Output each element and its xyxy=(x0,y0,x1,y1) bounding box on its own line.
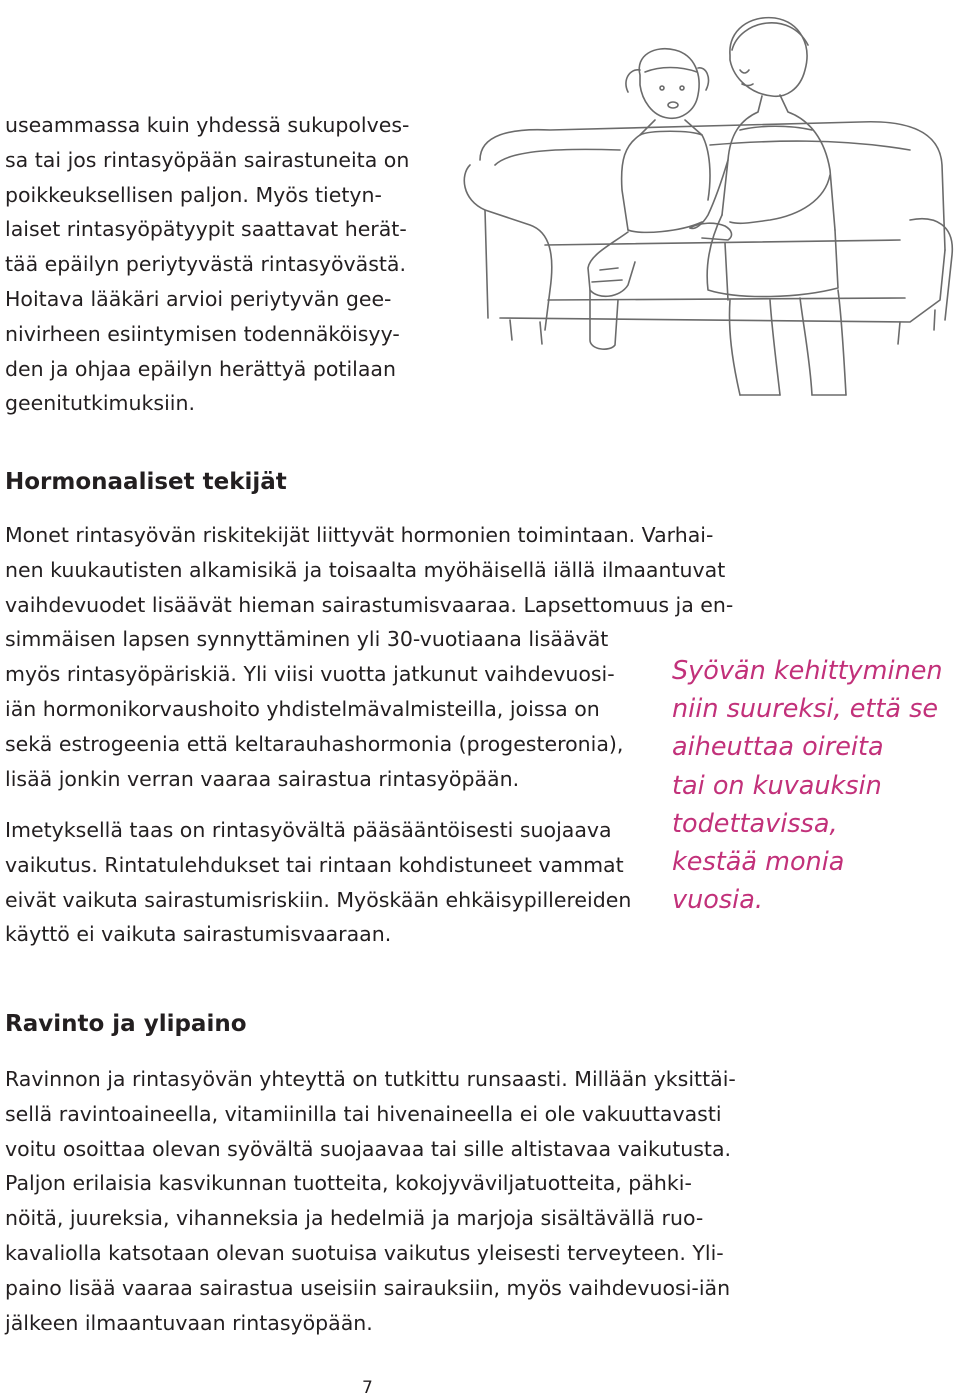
text-line: voitu osoittaa olevan syövältä suojaavaa tai sille altistavaa vaikutusta. xyxy=(5,1136,732,1161)
text-line: useammassa kuin yhdessä sukupolves- xyxy=(5,113,410,137)
text-line: tää epäilyn periytyvästä rintasyövästä. xyxy=(5,252,407,277)
text-line: vaikutus. Rintatulehdukset tai rintaan kohdistuneet vammat xyxy=(5,852,624,877)
intro-paragraph xyxy=(5,108,410,421)
hormonal-factors-paragraph-1 xyxy=(5,518,733,796)
text-line: nivirheen esiintymisen todennäköisyy- xyxy=(5,321,400,346)
text-line: lisää jonkin verran vaaraa sairastua rintasyöpään. xyxy=(5,766,520,791)
section-heading-nutrition-overweight: Ravinto ja ylipaino xyxy=(5,1011,247,1037)
text-line: myös rintasyöpäriskiä. Yli viisi vuotta jatkunut vaihdevuosi- xyxy=(5,662,615,687)
text-line: eivät vaikuta sairastumisriskiin. Myöskään ehkäisypillereiden xyxy=(5,887,632,912)
pull-quote-line: tai on kuvauksin xyxy=(672,770,882,801)
text-line: nöitä, juureksia, vihanneksia ja hedelmiä ja marjoja sisältävällä ruo- xyxy=(5,1206,704,1231)
text-line: sekä estrogeenia että keltarauhashormonia (progesteronia), xyxy=(5,731,624,756)
section-heading-hormonal-factors: Hormonaaliset tekijät xyxy=(5,469,287,495)
pull-quote xyxy=(672,652,952,919)
page-number: 7 xyxy=(362,1378,373,1398)
pull-quote-line: todettavissa, xyxy=(672,808,838,839)
text-line: käyttö ei vaikuta sairastumisvaaraan. xyxy=(5,922,392,947)
text-line: den ja ohjaa epäilyn herättyä potilaan xyxy=(5,356,396,381)
nutrition-paragraph xyxy=(5,1062,736,1340)
text-line: sa tai jos rintasyöpään sairastuneita on xyxy=(5,147,410,172)
pull-quote-line: aiheuttaa oireita xyxy=(672,732,884,763)
pull-quote-line: kestää monia xyxy=(672,847,845,878)
text-line: nen kuukautisten alkamisikä ja toisaalta myöhäisellä iällä ilmaantuvat xyxy=(5,557,726,582)
text-line: paino lisää vaaraa sairastua useisiin sairauksiin, myös vaihdevuosi-iän xyxy=(5,1275,731,1300)
pull-quote-line: Syövän kehittyminen xyxy=(672,656,943,686)
text-line: jälkeen ilmaantuvaan rintasyöpään. xyxy=(5,1310,373,1335)
text-line: Hoitava lääkäri arvioi periytyvän gee- xyxy=(5,286,392,311)
pull-quote-line: vuosia. xyxy=(672,885,763,916)
text-line: vaihdevuodet lisäävät hieman sairastumisvaaraa. Lapsettomuus ja en- xyxy=(5,592,734,617)
hormonal-factors-paragraph-2 xyxy=(5,813,631,952)
text-line: Paljon erilaisia kasvikunnan tuotteita, kokojyväviljatuotteita, pähki- xyxy=(5,1171,692,1196)
sofa-illustration xyxy=(440,0,960,410)
text-line: kavaliolla katsotaan olevan suotuisa vaikutus yleisesti terveyteen. Yli- xyxy=(5,1240,724,1265)
text-line: iän hormonikorvaushoito yhdistelmävalmisteilla, joissa on xyxy=(5,696,600,721)
text-line: Ravinnon ja rintasyövän yhteyttä on tutkittu runsaasti. Millään yksittäi- xyxy=(5,1067,736,1091)
text-line: geenitutkimuksiin. xyxy=(5,391,195,416)
text-line: laiset rintasyöpätyypit saattavat herät- xyxy=(5,217,407,242)
pull-quote-line: niin suureksi, että se xyxy=(672,694,939,725)
text-line: Monet rintasyövän riskitekijät liittyvät hormonien toimintaan. Varhai- xyxy=(5,523,714,547)
text-line: Imetyksellä taas on rintasyövältä pääsääntöisesti suojaava xyxy=(5,818,612,842)
text-line: sellä ravintoaineella, vitamiinilla tai hivenaineella ei ole vakuuttavasti xyxy=(5,1101,722,1126)
text-line: poikkeuksellisen paljon. Myös tietyn- xyxy=(5,182,382,207)
text-line: simmäisen lapsen synnyttäminen yli 30-vuotiaana lisäävät xyxy=(5,627,609,652)
